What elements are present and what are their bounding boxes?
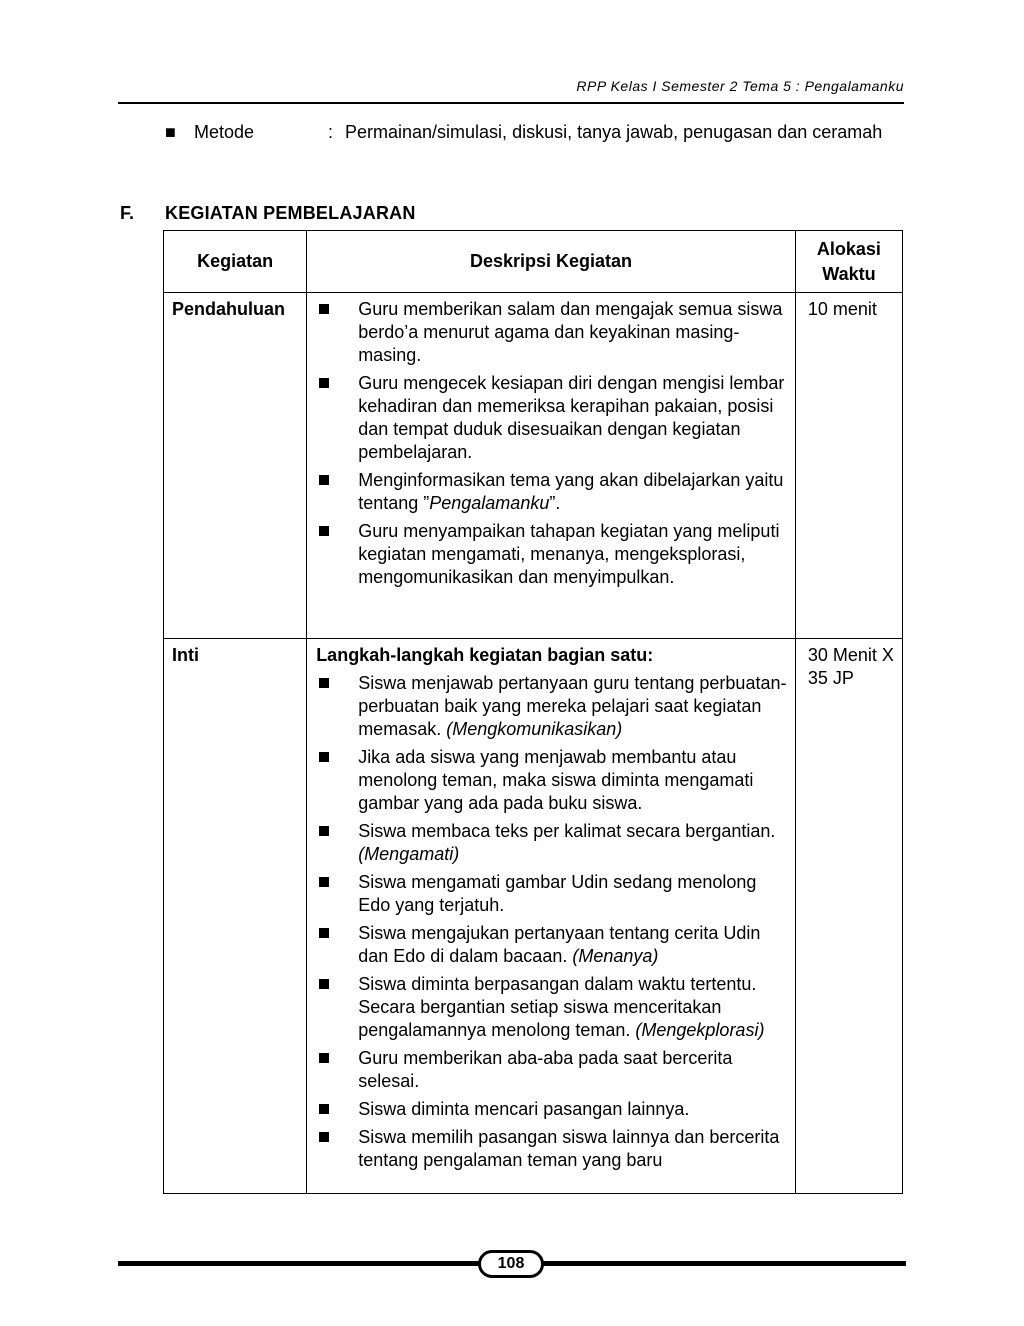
square-bullet-icon	[319, 1104, 329, 1114]
list-item-text: Guru memberikan aba-aba pada saat bercerita selesai.	[358, 1048, 733, 1091]
list-item	[316, 871, 789, 917]
list-item	[316, 520, 789, 589]
subheading: Langkah-langkah kegiatan bagian satu:	[316, 645, 654, 665]
footer-rule-left	[118, 1261, 480, 1266]
list-item-text: Jika ada siswa yang menjawab membantu atau menolong teman, maka siswa diminta mengamati gambar yang ada pada buku siswa.	[358, 747, 754, 813]
list-item	[316, 820, 789, 866]
list-item-text: Guru memberikan salam dan mengajak semua siswa berdo’a menurut agama dan keyakinan masing-masing.	[358, 299, 783, 365]
deskripsi-cell	[307, 639, 796, 1194]
square-bullet-icon	[319, 826, 329, 836]
list-item	[316, 1047, 789, 1093]
table-row	[164, 639, 903, 1194]
list-item-text: Guru menyampaikan tahapan kegiatan yang meliputi kegiatan mengamati, menanya, mengeksplorasi, mengomunikasikan dan menyimpulkan.	[358, 521, 780, 587]
list-item-text: Siswa menjawab pertanyaan guru tentang perbuatan-perbuatan baik yang mereka pelajari saat kegiatan memasak. (Mengkomunikasikan)	[358, 673, 787, 739]
table-row	[164, 293, 903, 639]
list-item	[316, 922, 789, 968]
square-bullet-icon	[319, 1132, 329, 1142]
header-kegiatan: Kegiatan	[164, 231, 307, 293]
section-number: F.	[120, 203, 135, 223]
list-item	[316, 469, 789, 515]
list-item-text: Siswa mengajukan pertanyaan tentang cerita Udin dan Edo di dalam bacaan. (Menanya)	[358, 923, 761, 966]
square-bullet-icon: ■	[165, 122, 176, 142]
header-alokasi-line1: Alokasi	[816, 238, 881, 259]
square-bullet-icon	[319, 304, 329, 314]
list-item	[316, 298, 789, 367]
list-item	[316, 1126, 789, 1172]
table-header-row	[164, 231, 903, 293]
metode-value: Permainan/simulasi, diskusi, tanya jawab, penugasan dan ceramah	[345, 122, 883, 142]
header-alokasi	[795, 231, 902, 293]
square-bullet-icon	[319, 877, 329, 887]
metode-colon: :	[328, 122, 334, 142]
page-number: 108	[478, 1250, 544, 1278]
list-item	[316, 372, 789, 464]
list-item-text: Siswa membaca teks per kalimat secara bergantian. (Mengamati)	[358, 821, 776, 864]
running-header: RPP Kelas I Semester 2 Tema 5 : Pengalamanku	[576, 78, 904, 94]
alokasi-waktu: 10 menit	[795, 293, 902, 639]
list-item	[316, 672, 789, 741]
activity-list	[316, 298, 789, 589]
list-item-text: Siswa diminta mencari pasangan lainnya.	[358, 1099, 690, 1119]
square-bullet-icon	[319, 1053, 329, 1063]
list-item-text: Siswa memilih pasangan siswa lainnya dan bercerita tentang pengalaman teman yang baru	[358, 1127, 780, 1170]
header-deskripsi: Deskripsi Kegiatan	[307, 231, 796, 293]
square-bullet-icon	[319, 979, 329, 989]
list-item-text: Menginformasikan tema yang akan dibelajarkan yaitu tentang ”Pengalamanku”.	[358, 470, 784, 513]
square-bullet-icon	[319, 928, 329, 938]
list-item	[316, 973, 789, 1042]
list-item-text: Siswa diminta berpasangan dalam waktu tertentu. Secara bergantian setiap siswa menceritakan pengalamannya menolong teman. (Mengekplorasi)	[358, 974, 765, 1040]
deskripsi-cell	[307, 293, 796, 639]
header-rule	[118, 102, 904, 104]
alokasi-waktu: 30 Menit X 35 JP	[795, 639, 902, 1194]
header-alokasi-line2: Waktu	[822, 263, 876, 284]
square-bullet-icon	[319, 678, 329, 688]
kegiatan-name: Inti	[164, 639, 307, 1194]
kegiatan-table	[163, 230, 903, 1194]
kegiatan-name: Pendahuluan	[164, 293, 307, 639]
list-item-text: Siswa mengamati gambar Udin sedang menolong Edo yang terjatuh.	[358, 872, 757, 915]
list-item-text: Guru mengecek kesiapan diri dengan mengisi lembar kehadiran dan memeriksa kerapihan pakaian, posisi dan tempat duduk disesuaikan dengan kegiatan pembelajaran.	[358, 373, 785, 462]
section-title: KEGIATAN PEMBELAJARAN	[165, 203, 416, 223]
list-item	[316, 746, 789, 815]
square-bullet-icon	[319, 752, 329, 762]
square-bullet-icon	[319, 475, 329, 485]
footer-rule-right	[542, 1261, 906, 1266]
square-bullet-icon	[319, 526, 329, 536]
metode-label: Metode	[194, 122, 255, 142]
list-item	[316, 1098, 789, 1121]
square-bullet-icon	[319, 378, 329, 388]
activity-list	[316, 672, 789, 1172]
